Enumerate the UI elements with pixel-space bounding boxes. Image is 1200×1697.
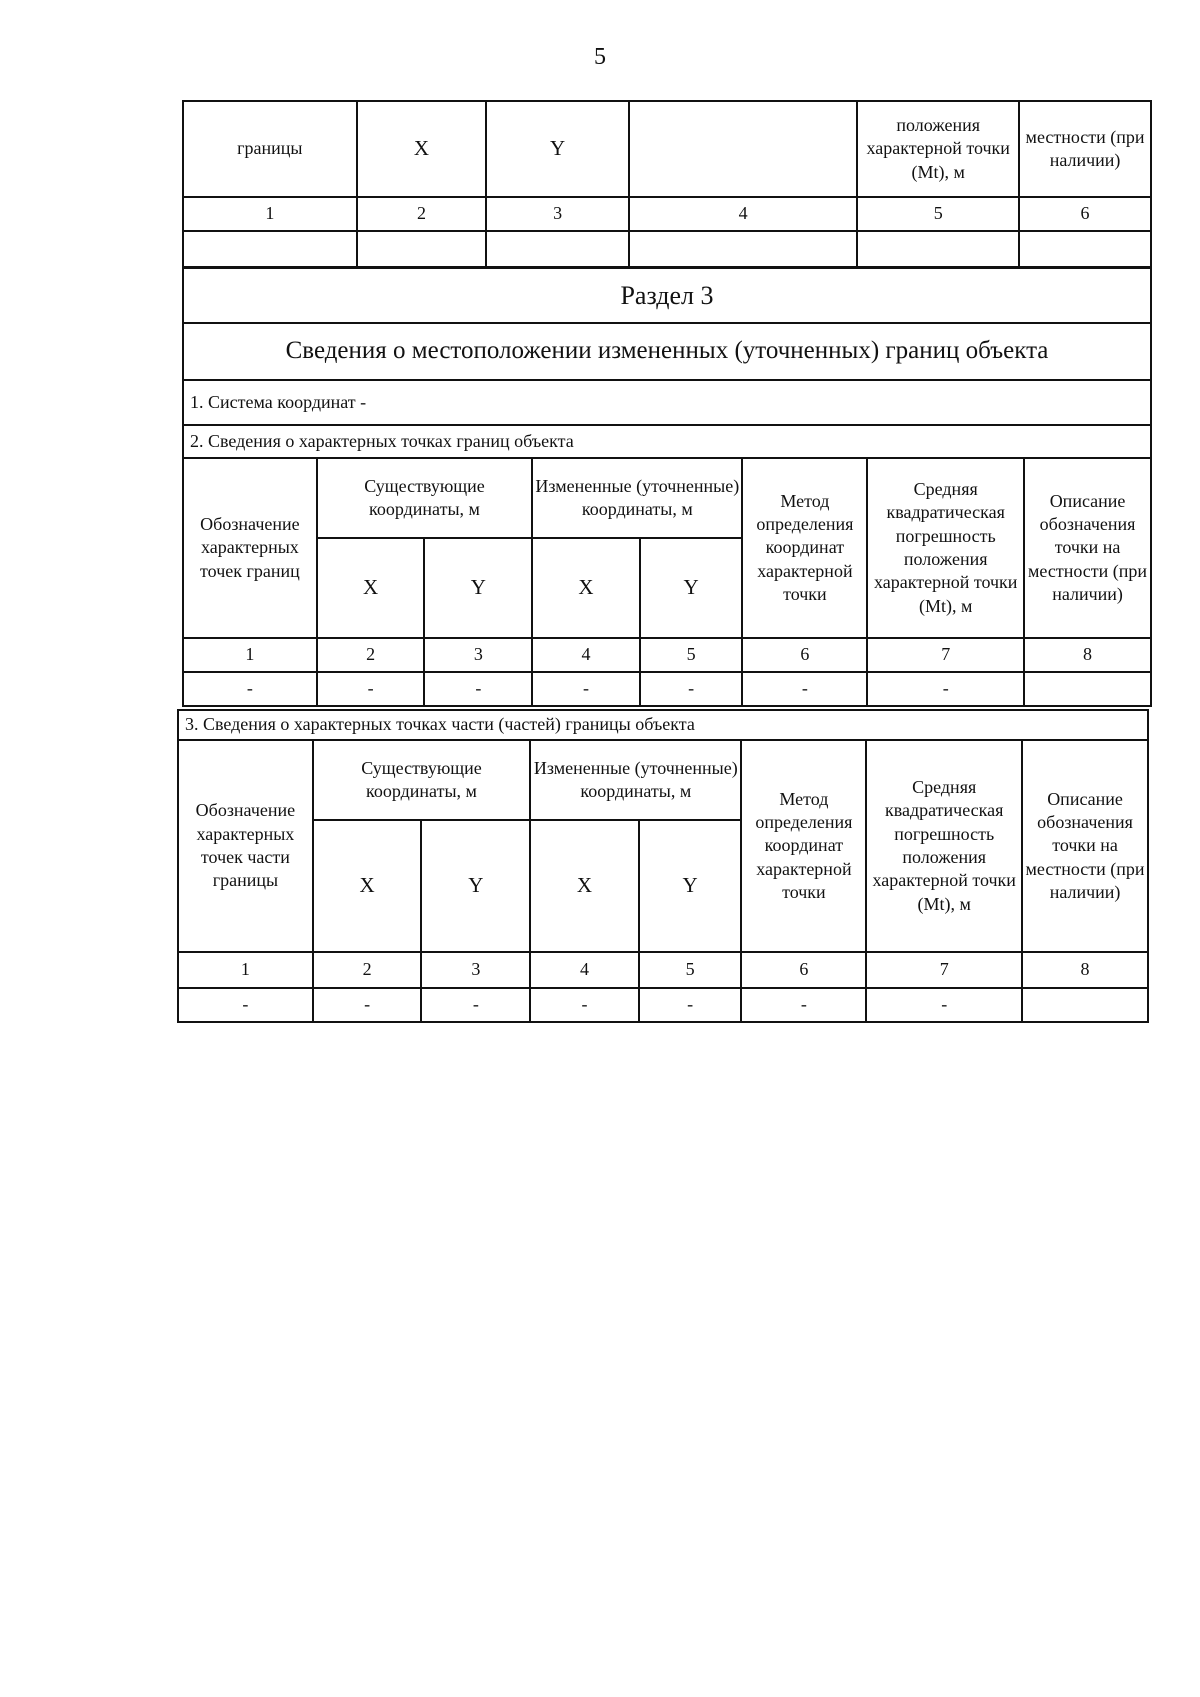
col-number: 2 [357,197,487,231]
table-cell: - [640,672,743,706]
header-method: Метод определения координат характерной точки [742,458,867,638]
header-method: Метод определения координат характерной точки [741,740,866,952]
col-number: 6 [742,638,867,672]
header-x: X [317,538,425,638]
table-cell [1022,988,1148,1022]
col-number: 4 [530,952,639,988]
col-number: 8 [1024,638,1151,672]
header-cell [629,101,857,197]
header-existing-coords: Существующие координаты, м [313,740,530,820]
table-cell [183,231,357,267]
col-number: 3 [486,197,629,231]
header-designation: Обозначение характерных точек границ [183,458,317,638]
boundary-parts-table [177,709,1149,1023]
col-number: 6 [1019,197,1151,231]
table-cell [629,231,857,267]
header-y: Y [639,820,742,952]
col-number: 6 [741,952,866,988]
header-existing-coords: Существующие координаты, м [317,458,532,538]
table-cell: - [639,988,742,1022]
header-changed-coords: Измененные (уточненные) координаты, м [532,458,742,538]
section-points-table [182,267,1152,707]
header-cell: положения характерной точки (Mt), м [857,101,1019,197]
table-cell: - [313,988,422,1022]
header-y: Y [640,538,743,638]
col-number: 1 [178,952,313,988]
table-cell [857,231,1019,267]
header-designation: Обозначение характерных точек части границы [178,740,313,952]
table-cell [1024,672,1151,706]
table-cell [1019,231,1151,267]
table-cell: - [867,672,1024,706]
col-number: 4 [629,197,857,231]
top-header-row [183,101,1151,197]
col-number: 7 [867,638,1024,672]
header-y: Y [424,538,532,638]
col-number: 5 [639,952,742,988]
table-cell: - [866,988,1022,1022]
table-cell [357,231,487,267]
coordinate-system: 1. Система координат - [183,380,1151,425]
col-number: 2 [313,952,422,988]
page-number: 5 [594,44,606,70]
table-cell: - [741,988,866,1022]
header-error: Средняя квадратическая погрешность положения характерной точки (Mt), м [866,740,1022,952]
col-number: 2 [317,638,425,672]
section-subtitle: Сведения о местоположении измененных (уточненных) границ объекта [183,323,1151,380]
header-description: Описание обозначения точки на местности (при наличии) [1022,740,1148,952]
parts-header-row [178,740,1148,820]
table-cell: - [183,672,317,706]
col-number: 1 [183,197,357,231]
header-error: Средняя квадратическая погрешность положения характерной точки (Mt), м [867,458,1024,638]
section-title: Раздел 3 [183,268,1151,323]
points-header-row [183,458,1151,538]
table-row [178,988,1148,1022]
table-cell: - [178,988,313,1022]
header-changed-coords: Измененные (уточненные) координаты, м [530,740,741,820]
col-number: 5 [640,638,743,672]
table-cell [486,231,629,267]
col-number: 7 [866,952,1022,988]
top-continuation-table [182,100,1152,268]
points-number-row [183,638,1151,672]
col-number: 3 [424,638,532,672]
table-cell: - [530,988,639,1022]
header-y: Y [421,820,530,952]
header-x: X [532,538,640,638]
parts-number-row [178,952,1148,988]
col-number: 3 [421,952,530,988]
header-description: Описание обозначения точки на местности (при наличии) [1024,458,1151,638]
header-cell: Y [486,101,629,197]
header-x: X [530,820,639,952]
table-row [183,672,1151,706]
top-empty-row [183,231,1151,267]
top-number-row [183,197,1151,231]
col-number: 5 [857,197,1019,231]
table-cell: - [421,988,530,1022]
header-cell: местности (при наличии) [1019,101,1151,197]
table-cell: - [317,672,425,706]
table-cell: - [742,672,867,706]
col-number: 4 [532,638,640,672]
header-cell: X [357,101,487,197]
table-cell: - [532,672,640,706]
header-cell: границы [183,101,357,197]
header-x: X [313,820,422,952]
table-cell: - [424,672,532,706]
points-caption: 2. Сведения о характерных точках границ объекта [183,425,1151,458]
col-number: 1 [183,638,317,672]
col-number: 8 [1022,952,1148,988]
parts-caption: 3. Сведения о характерных точках части (частей) границы объекта [178,710,1148,740]
